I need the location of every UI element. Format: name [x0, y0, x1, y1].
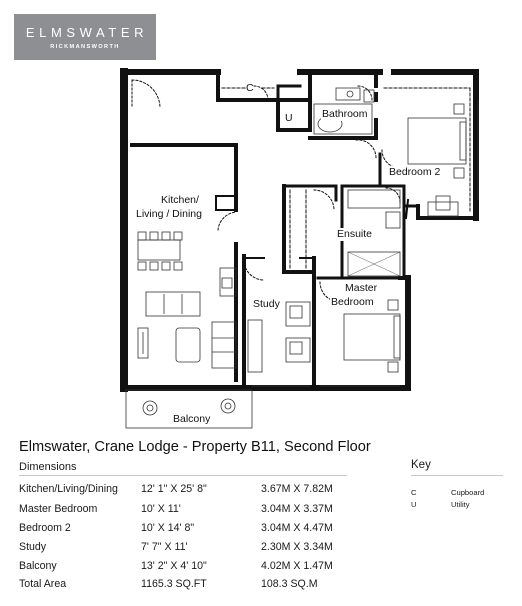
ensuite-label: Ensuite — [337, 228, 373, 240]
logo-brand: ELMSWATER — [25, 25, 149, 40]
dimension-metric: 4.02M X 1.47M — [261, 560, 333, 572]
logo-subtitle: RICKMANSWORTH — [50, 44, 120, 50]
study-label: Study — [253, 298, 280, 310]
dimension-imperial: 7' 7" X 11' — [141, 541, 188, 553]
cupboard-label: C — [246, 82, 254, 94]
dimensions-heading: Dimensions — [19, 461, 77, 473]
key-code: U — [411, 500, 417, 509]
dimension-imperial: 10' X 11' — [141, 503, 181, 515]
dimension-imperial: 10' X 14' 8" — [141, 522, 195, 534]
master-label-1: Master — [345, 282, 378, 294]
dimension-imperial: 1165.3 SQ.FT — [141, 578, 207, 590]
dimension-imperial: 13' 2" X 4' 10" — [141, 560, 207, 572]
kitchen-label-2: Living / Dining — [136, 208, 202, 220]
dimension-imperial: 12' 1" X 25' 8" — [141, 483, 207, 495]
dimension-metric: 2.30M X 3.34M — [261, 541, 333, 553]
dimension-metric: 108.3 SQ.M — [261, 578, 318, 590]
utility-label: U — [285, 112, 293, 124]
key-meaning: Cupboard — [451, 488, 485, 497]
dimension-room: Master Bedroom — [19, 503, 98, 515]
bedroom2-label: Bedroom 2 — [389, 166, 441, 178]
dimension-metric: 3.67M X 7.82M — [261, 483, 333, 495]
master-label-2: Bedroom — [331, 296, 374, 308]
dimension-metric: 3.04M X 3.37M — [261, 503, 333, 515]
bathroom-label: Bathroom — [322, 108, 368, 120]
dimension-room: Total Area — [19, 578, 67, 590]
key-meaning: Utility — [451, 500, 470, 509]
key-divider — [411, 475, 503, 476]
dimension-room: Study — [19, 541, 47, 553]
key-heading: Key — [411, 459, 431, 471]
balcony-label: Balcony — [173, 413, 211, 425]
dimension-room: Bedroom 2 — [19, 522, 71, 534]
page-title: Elmswater, Crane Lodge - Property B11, Second Floor — [19, 439, 371, 455]
dimensions-divider — [19, 475, 347, 476]
dimension-metric: 3.04M X 4.47M — [261, 522, 333, 534]
kitchen-label-1: Kitchen/ — [161, 194, 199, 206]
key-code: C — [411, 488, 417, 497]
dimension-room: Balcony — [19, 560, 57, 572]
dimension-room: Kitchen/Living/Dining — [19, 483, 118, 495]
